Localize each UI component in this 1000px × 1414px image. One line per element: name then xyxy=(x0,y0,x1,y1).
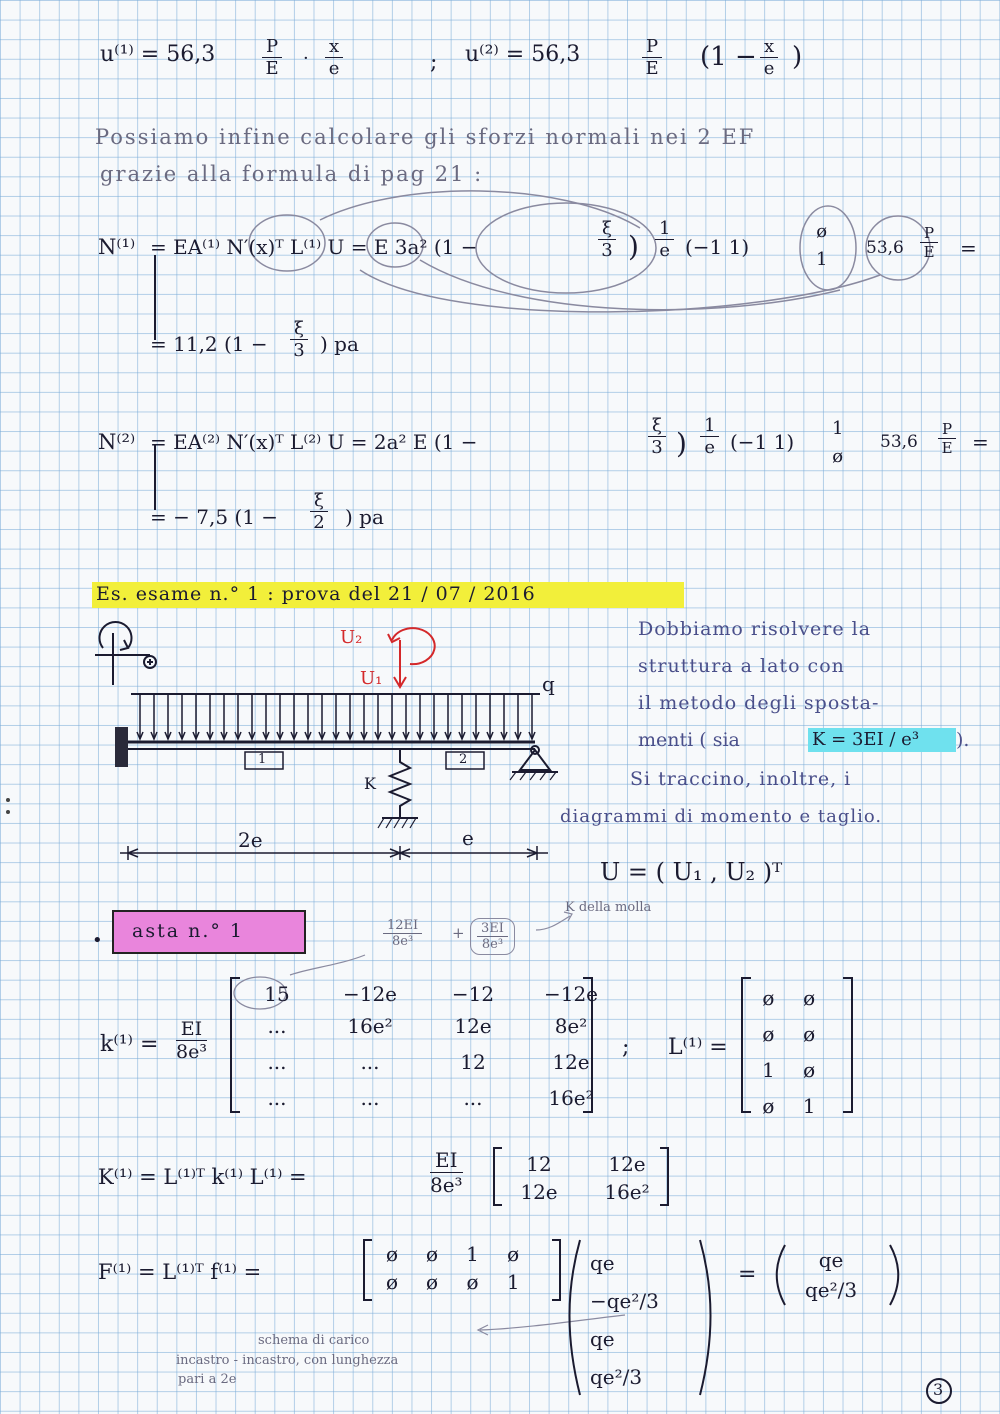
n2-result-tail: ) pa xyxy=(345,505,384,529)
k1-prefactor xyxy=(176,1018,207,1063)
frac-den: E xyxy=(645,58,659,79)
problem-line-2: struttura a lato con xyxy=(638,655,845,677)
element-2-label: 2 xyxy=(459,752,468,767)
matrix-cell: 15 xyxy=(264,982,290,1006)
frac-num: P xyxy=(920,224,938,243)
matrix-cell: ø xyxy=(466,1270,479,1294)
spring-icon xyxy=(390,750,410,818)
matrix-cell: ø xyxy=(803,1058,816,1082)
n2-coefficient: 53,6 xyxy=(880,432,918,452)
vec-entry: qe²/3 xyxy=(805,1278,858,1302)
K1-lhs: K⁽¹⁾ = L⁽¹⁾ᵀ k⁽¹⁾ L⁽¹⁾ = xyxy=(98,1165,307,1189)
stiff-term-1 xyxy=(383,918,422,949)
frac-num: x xyxy=(760,36,778,58)
n1-expression: = EA⁽¹⁾ N′(x)ᵀ L⁽¹⁾ U = E 3a² (1 − xyxy=(150,235,478,259)
k1-lhs: k⁽¹⁾ = xyxy=(100,1032,159,1057)
k-definition: K = 3EI / e³ xyxy=(812,729,920,750)
u2-lhs: u⁽²⁾ = 56,3 xyxy=(465,42,581,67)
u2-frac-x-e xyxy=(760,36,778,79)
n2-expression: = EA⁽²⁾ N′(x)ᵀ L⁽²⁾ U = 2a² E (1 − xyxy=(150,430,478,454)
exam-heading: Es. esame n.° 1 : prova del 21 / 07 / 2016 xyxy=(96,583,536,605)
n2-column-vector xyxy=(832,415,843,471)
margin-dot xyxy=(6,798,10,802)
matrix-row xyxy=(372,1240,534,1268)
matrix-cell: ø xyxy=(762,1022,775,1046)
matrix-row xyxy=(238,1044,620,1080)
dof-arrows xyxy=(388,628,435,687)
matrix-cell: 12e xyxy=(552,1050,590,1074)
L1-matrix xyxy=(748,980,829,1124)
matrix-cell: ... xyxy=(463,1086,483,1110)
problem-line-4b: ). xyxy=(956,729,970,751)
matrix-cell: ø xyxy=(803,1022,816,1046)
frac-den: e xyxy=(763,58,775,79)
matrix-row xyxy=(500,1178,676,1206)
bullet: • xyxy=(92,930,103,951)
problem-line-1: Dobbiamo risolvere la xyxy=(638,618,872,640)
matrix-cell: ø xyxy=(762,986,775,1010)
frac-den: 8e³ xyxy=(481,937,504,952)
problem-line-3: il metodo degli sposta- xyxy=(638,692,880,714)
u1-equation xyxy=(100,42,215,67)
frac-num: P xyxy=(262,36,282,58)
vec-entry: qe xyxy=(590,1251,615,1275)
matrix-cell: ø xyxy=(426,1270,439,1294)
matrix-row xyxy=(748,980,829,1016)
matrix-row xyxy=(238,1080,620,1116)
dof-vector: U = ( U₁ , U₂ )ᵀ xyxy=(600,858,783,886)
frac-den: E xyxy=(941,439,953,457)
sign-convention-icon xyxy=(95,622,156,685)
matrix-row xyxy=(372,1268,534,1296)
n1-tail: = xyxy=(960,236,977,260)
equals-sign: = xyxy=(738,1262,757,1287)
matrix-row xyxy=(238,1008,620,1044)
n2-1-over-e xyxy=(700,415,719,458)
matrix-cell: 12 xyxy=(526,1152,552,1176)
vec-entry: 1 xyxy=(816,249,828,270)
frac-den: 8e³ xyxy=(176,1041,207,1063)
matrix-cell: 16e² xyxy=(604,1180,650,1204)
separator: ; xyxy=(622,1035,630,1060)
frac-num: 3EI xyxy=(477,921,508,937)
matrix-cell: 1 xyxy=(802,1094,816,1118)
problem-line-4a: menti ( sia xyxy=(638,729,740,751)
u2-frac-p-e xyxy=(642,36,662,79)
separator: ; xyxy=(430,50,438,75)
margin-dot xyxy=(6,810,10,814)
n1-result-tail: ) pa xyxy=(320,332,359,356)
frac-den: 3 xyxy=(651,437,663,458)
matrix-cell: 1 xyxy=(762,1058,775,1082)
frac-num: ξ xyxy=(598,218,616,240)
footnote-line-2: incastro - incastro, con lunghezza xyxy=(176,1353,399,1368)
matrix-row xyxy=(500,1150,676,1178)
distributed-load-arrows xyxy=(137,694,535,739)
frac-num: ξ xyxy=(648,415,666,437)
n1-lhs: N⁽¹⁾ xyxy=(98,235,136,259)
n1-row-vector: (−1 1) xyxy=(685,235,750,259)
frac-num: ξ xyxy=(290,318,308,340)
matrix-cell: ... xyxy=(267,1086,287,1110)
vec-entry: −qe²/3 xyxy=(590,1289,659,1313)
vec-entry: 1 xyxy=(832,418,844,439)
matrix-cell: 8e² xyxy=(554,1014,588,1038)
u1-dof-label: U₁ xyxy=(360,668,383,689)
n2-xi-frac xyxy=(648,415,666,458)
F1-lhs: F⁽¹⁾ = L⁽¹⁾ᵀ f⁽¹⁾ = xyxy=(98,1260,262,1284)
matrix-cell: 12e xyxy=(520,1180,558,1204)
frac-den: 8e³ xyxy=(430,1173,463,1197)
frac-den: 3 xyxy=(293,340,305,361)
matrix-cell: ø xyxy=(386,1270,399,1294)
f1-load-vector xyxy=(590,1244,659,1396)
matrix-cell: −12 xyxy=(451,982,495,1006)
matrix-cell: 1 xyxy=(466,1242,479,1266)
frac-den: 8e³ xyxy=(391,934,414,949)
matrix-cell: ... xyxy=(267,1014,287,1038)
u2-paren-close: ) xyxy=(792,42,803,72)
vec-entry: ø xyxy=(832,446,844,467)
n2-p-over-e xyxy=(938,420,956,457)
frac-den: E xyxy=(265,58,279,79)
matrix-cell: −12e xyxy=(342,982,398,1006)
frac-num: P xyxy=(938,420,956,439)
footnote-line-1: schema di carico xyxy=(258,1333,370,1348)
n1-xi-frac xyxy=(598,218,616,261)
F1-result-vector xyxy=(805,1245,857,1305)
n2-result: = − 7,5 (1 − xyxy=(150,505,279,529)
frac-num: x xyxy=(325,36,343,58)
n2-tail: = xyxy=(972,430,989,454)
spring-note: K della molla xyxy=(565,900,652,915)
matrix-cell: −12e xyxy=(543,982,599,1006)
intro-line-2: grazie alla formula di pag 21 : xyxy=(100,162,484,186)
u1-lhs: u⁽¹⁾ = 56,3 xyxy=(100,42,216,67)
u1-frac-p-e xyxy=(262,36,282,79)
matrix-row xyxy=(748,1088,829,1124)
frac-num: EI xyxy=(430,1148,463,1173)
matrix-cell: ø xyxy=(507,1242,520,1266)
page-number: 3 xyxy=(933,1380,944,1399)
frac-den: e xyxy=(704,437,716,458)
ground-hatch xyxy=(378,818,416,828)
dot-operator: · xyxy=(303,48,309,69)
matrix-cell: ... xyxy=(360,1086,380,1110)
u2-paren-open: (1 − xyxy=(700,42,757,72)
frac-den: 2 xyxy=(313,512,325,533)
n1-1-over-e xyxy=(655,218,674,261)
n2-row-vector: (−1 1) xyxy=(730,430,795,454)
matrix-row xyxy=(748,1016,829,1052)
matrix-cell: ø xyxy=(386,1242,399,1266)
k1-matrix xyxy=(238,980,620,1116)
matrix-cell: 16e² xyxy=(548,1086,594,1110)
matrix-cell: ... xyxy=(267,1050,287,1074)
vec-entry: ø xyxy=(816,221,828,242)
load-q-label: q xyxy=(542,672,555,696)
stiff-term-2 xyxy=(470,918,515,955)
plus-sign: + xyxy=(452,924,465,942)
matrix-cell: ø xyxy=(426,1242,439,1266)
frac-den: e xyxy=(659,240,671,261)
F1-Lt-matrix xyxy=(372,1240,534,1296)
dimension-e: e xyxy=(462,826,474,850)
frac-num: 12EI xyxy=(383,918,422,934)
n1-p-over-e xyxy=(920,224,938,261)
L1-lhs: L⁽¹⁾ = xyxy=(668,1035,728,1060)
frac-den: 3 xyxy=(601,240,613,261)
dimension-2e: 2e xyxy=(238,828,263,852)
K1-prefactor xyxy=(430,1148,463,1197)
matrix-row xyxy=(748,1052,829,1088)
u1-frac-x-e xyxy=(325,36,343,79)
matrix-cell: 12e xyxy=(454,1014,492,1038)
frac-den: E xyxy=(923,243,935,261)
problem-line-6: diagrammi di momento e taglio. xyxy=(560,806,883,827)
vec-entry: qe xyxy=(590,1327,615,1351)
n1-paren-close: ) xyxy=(628,230,639,263)
matrix-cell: 1 xyxy=(506,1270,520,1294)
matrix-cell: 12 xyxy=(460,1050,486,1074)
matrix-cell: 16e² xyxy=(347,1014,393,1038)
intro-line-1: Possiamo infine calcolare gli sforzi normali nei 2 EF xyxy=(95,125,756,149)
n1-result: = 11,2 (1 − xyxy=(150,332,268,356)
matrix-cell: 12e xyxy=(608,1152,646,1176)
fixed-support-wall xyxy=(115,727,128,767)
asta-label: asta n.° 1 xyxy=(132,920,244,942)
frac-num: 1 xyxy=(700,415,719,437)
problem-line-5: Si traccino, inoltre, i xyxy=(630,768,852,790)
frac-num: 1 xyxy=(655,218,674,240)
n2-lhs: N⁽²⁾ xyxy=(98,430,136,454)
matrix-cell: ... xyxy=(360,1050,380,1074)
footnote-line-3: pari a 2e xyxy=(178,1372,237,1387)
K1-matrix xyxy=(500,1150,676,1206)
frac-den: e xyxy=(328,58,340,79)
beam-diagram xyxy=(115,628,558,860)
n1-coefficient: 53,6 xyxy=(866,238,904,258)
vec-entry: qe xyxy=(818,1248,844,1272)
n2-result-xi xyxy=(310,490,328,533)
matrix-cell: ø xyxy=(803,986,816,1010)
u2-dof-label: U₂ xyxy=(340,627,363,648)
frac-num: ξ xyxy=(310,490,328,512)
vec-entry: qe²/3 xyxy=(590,1365,643,1389)
spring-k-label: K xyxy=(364,774,376,793)
frac-num: P xyxy=(642,36,662,58)
frac-num: EI xyxy=(176,1018,207,1041)
element-1-label: 1 xyxy=(258,752,267,767)
matrix-row xyxy=(238,980,620,1008)
n1-column-vector xyxy=(816,218,827,274)
n2-paren-close: ) xyxy=(676,427,687,460)
n1-result-xi xyxy=(290,318,308,361)
matrix-cell: ø xyxy=(762,1094,775,1118)
